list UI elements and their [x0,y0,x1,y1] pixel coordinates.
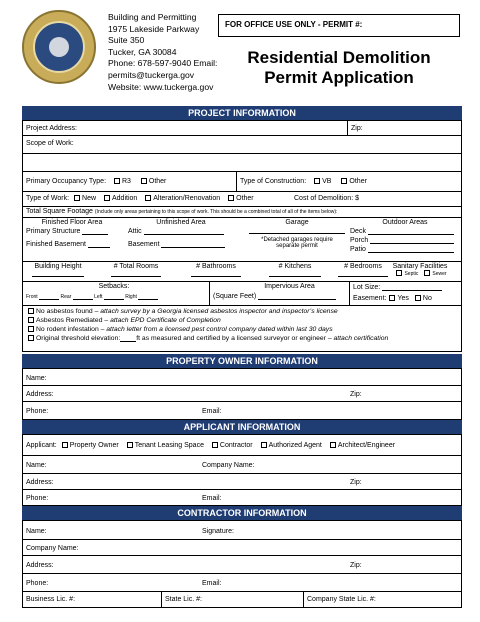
email[interactable]: permits@tuckerga.gov [108,69,195,80]
check1-note: attach survey by a Georgia licensed asbestos inspector and inspector’s license [100,308,338,315]
applicant-type-row [22,434,462,456]
basement-label: Basement [128,241,160,248]
primary-structure-field[interactable] [82,234,108,235]
applicant-phone-label: Phone: [26,495,49,502]
owner-name-row[interactable] [22,368,462,386]
applicant-name-row[interactable] [22,456,462,474]
occupancy-other-label: Other [148,178,167,185]
work-other-checkbox[interactable] [228,195,234,201]
bathrooms-label: # Bathrooms [196,263,236,270]
owner-address-label: Address: [26,391,54,398]
checklist-item-threshold [25,335,461,342]
owner-email-label: Email: [202,408,222,415]
contractor-zip-label: Zip: [350,562,362,569]
state-lic-label: State Lic. #: [161,592,205,607]
contractor-license-row [22,592,462,608]
porch-label: Porch [350,237,369,244]
applicant-phone-row[interactable] [22,490,462,506]
applicant-architect-checkbox[interactable] [330,442,336,448]
porch-field[interactable] [370,243,454,244]
contractor-email-label: Email: [202,580,222,587]
building-height-label: Building Height [34,263,82,270]
office-use-box: FOR OFFICE USE ONLY - PERMIT #: [218,14,460,37]
work-addition-checkbox[interactable] [104,195,110,201]
kitchens-label: # Kitchens [278,263,312,270]
applicant-address-label: Address: [26,479,54,486]
applicant-owner-label: Property Owner [69,442,119,449]
website[interactable]: Website: www.tuckerga.gov [108,81,214,92]
primary-structure-label: Primary Structure [26,228,81,235]
check2-note: attach EPD Certificate of Completion [110,317,221,324]
rear-field[interactable] [73,299,93,300]
finished-basement-field[interactable] [88,247,110,248]
right-field[interactable] [138,299,158,300]
work-addition-label: Addition [111,195,138,202]
setbacks-row [22,282,462,306]
vb-checkbox[interactable] [314,178,320,184]
applicant-email-label: Email: [202,495,222,502]
contractor-info-header: CONTRACTOR INFORMATION [22,506,462,520]
septic-label: Septic [404,271,419,277]
check4-mid: ft as measured and certified by a licensed surveyor or engineer – [136,335,334,342]
applicant-address-row[interactable] [22,474,462,490]
phone-email: Phone: 678-597-9040 Email: [108,58,218,69]
lot-size-field[interactable] [382,290,442,291]
applicant-tenant-checkbox[interactable] [127,442,133,448]
dept-name: Building and Permitting [108,12,197,22]
area-breakdown-row [22,218,462,262]
contractor-phone-label: Phone: [26,580,49,587]
patio-field[interactable] [368,252,454,253]
seal-center [33,21,85,73]
deck-field[interactable] [368,234,454,235]
applicant-architect-label: Architect/Engineer [337,442,396,449]
attic-label: Attic [128,228,142,235]
page-title [218,48,460,88]
garage-field[interactable] [249,226,345,234]
work-new-label: New [82,195,97,202]
right-label: Right [125,294,137,300]
occupancy-row [22,172,462,192]
check1-text: No asbestos found – [36,308,101,315]
patio-label: Patio [350,246,366,253]
contractor-company-label: Company Name: [26,545,79,552]
owner-zip-label: Zip: [350,391,362,398]
checklist-item-rodent [25,326,461,333]
contractor-name-label: Name: [26,528,47,535]
construction-other-label: Other [349,178,367,185]
scope-row-2[interactable] [22,154,462,172]
asbestos-none-checkbox[interactable] [28,308,34,314]
left-field[interactable] [104,299,124,300]
applicant-contractor-checkbox[interactable] [212,442,218,448]
applicant-info-header: APPLICANT INFORMATION [22,420,462,434]
sqft-label: Total Square Footage [26,208,93,215]
left-label: Left [94,294,103,300]
contractor-address-row[interactable] [22,556,462,574]
check3-note: attach letter from a licensed pest control company dated within last 30 days [106,326,333,333]
applicant-owner-checkbox[interactable] [62,442,68,448]
threshold-field[interactable] [120,341,136,342]
owner-address-row[interactable] [22,386,462,402]
easement-yes-label: Yes [397,295,409,302]
applicant-name-label: Name: [26,462,47,469]
city-seal-logo [22,10,96,84]
contractor-name-row[interactable] [22,520,462,540]
septic-checkbox[interactable] [396,270,402,276]
easement-no-checkbox[interactable] [415,295,421,301]
kitchens-field[interactable] [269,270,321,277]
check3-text: No rodent infestation – [36,326,107,333]
contractor-address-label: Address: [26,562,54,569]
contractor-company-row[interactable] [22,540,462,556]
easement-yes-checkbox[interactable] [389,295,395,301]
project-address-row[interactable] [22,120,462,136]
impervious-field[interactable] [258,299,336,300]
unfinished-header: Unfinished Area [156,219,206,226]
garage-header: Garage [285,219,309,226]
occupancy-label: Primary Occupancy Type: [26,178,107,185]
applicant-tenant-label: Tenant Leasing Space [134,442,204,449]
work-new-checkbox[interactable] [74,195,80,201]
check2-text: Asbestos Remediated – [36,317,111,324]
front-field[interactable] [39,299,59,300]
basement-field[interactable] [161,247,225,248]
owner-phone-row[interactable] [22,402,462,420]
sanitary-label: Sanitary Facilities [392,263,448,270]
title-line-1: Residential Demolition [247,48,431,67]
occupancy-other-checkbox[interactable] [141,178,147,184]
work-alteration-label: Alteration/Renovation [153,195,221,202]
garage-note-2: separate permit [276,243,318,249]
applicant-zip-label: Zip: [350,479,362,486]
organization-address [108,12,217,93]
contractor-signature-label: Signature: [202,528,234,535]
bedrooms-label: # Bedrooms [344,263,382,270]
owner-name-label: Name: [26,375,47,382]
front-label: Front [26,294,38,300]
business-lic-label: Business Lic. #: [26,596,76,603]
r3-label: R3 [121,178,131,185]
contractor-phone-row[interactable] [22,574,462,592]
check4-text: Original threshold elevation: [36,335,121,342]
check4-note: attach certification [333,335,389,342]
easement-label: Easement: [353,295,387,302]
lot-size-label: Lot Size: [353,284,381,291]
company-state-lic-label: Company State Lic. #: [303,592,461,607]
project-address-label: Project Address: [26,125,77,132]
owner-info-header: PROPERTY OWNER INFORMATION [22,354,462,368]
applicant-agent-checkbox[interactable] [261,442,267,448]
checklist [22,306,462,352]
impervious-units: (Square Feet) [213,293,257,300]
finished-floor-header: Finished Floor Area [41,219,103,226]
applicant-label: Applicant: [26,442,57,449]
rear-label: Rear [60,294,72,300]
work-other-label: Other [236,195,254,202]
owner-phone-label: Phone: [26,408,49,415]
total-rooms-field[interactable] [111,270,161,277]
scope-row[interactable] [22,136,462,154]
impervious-label: Impervious Area [264,283,315,290]
sqft-row [22,207,462,218]
work-type-row [22,192,462,207]
suite: Suite 350 [108,35,145,46]
construction-other-checkbox[interactable] [341,178,347,184]
building-height-field[interactable] [32,270,84,277]
vb-label: VB [322,178,332,185]
construction-label: Type of Construction: [240,178,307,185]
city: Tucker, GA 30084 [108,46,177,57]
applicant-contractor-label: Contractor [219,442,253,449]
deck-label: Deck [350,228,366,235]
checklist-item-asbestos [25,308,461,315]
project-info-header: PROJECT INFORMATION [22,106,462,120]
cost-label: Cost of Demolition: $ [294,195,359,202]
total-rooms-label: # Total Rooms [113,263,159,270]
threshold-checkbox[interactable] [28,335,34,341]
finished-basement-label: Finished Basement [26,241,86,248]
applicant-agent-label: Authorized Agent [268,442,322,449]
work-alteration-checkbox[interactable] [145,195,151,201]
rodent-checkbox[interactable] [28,326,34,332]
counts-row [22,262,462,282]
applicant-company-label: Company Name: [202,462,255,469]
garage-note-1: *Detached garages require [261,237,333,243]
sqft-note: (Include only areas pertaining to this scope of work. This should be a combined total of all of the items below): [94,209,338,215]
easement-no-label: No [422,295,432,302]
sewer-label: Sewer [432,271,447,277]
title-line-2: Permit Application [264,68,414,87]
attic-field[interactable] [144,234,224,235]
checklist-item-remediated [25,317,461,324]
asbestos-remediated-checkbox[interactable] [28,317,34,323]
street: 1975 Lakeside Parkway [108,23,200,34]
bathrooms-field[interactable] [191,270,241,277]
outdoor-header: Outdoor Areas [382,219,428,226]
project-zip-label: Zip: [347,121,461,135]
r3-checkbox[interactable] [114,178,120,184]
setbacks-label: Setbacks: [98,283,130,290]
work-type-label: Type of Work: [26,195,70,202]
sewer-checkbox[interactable] [424,270,430,276]
scope-label: Scope of Work: [26,140,74,147]
